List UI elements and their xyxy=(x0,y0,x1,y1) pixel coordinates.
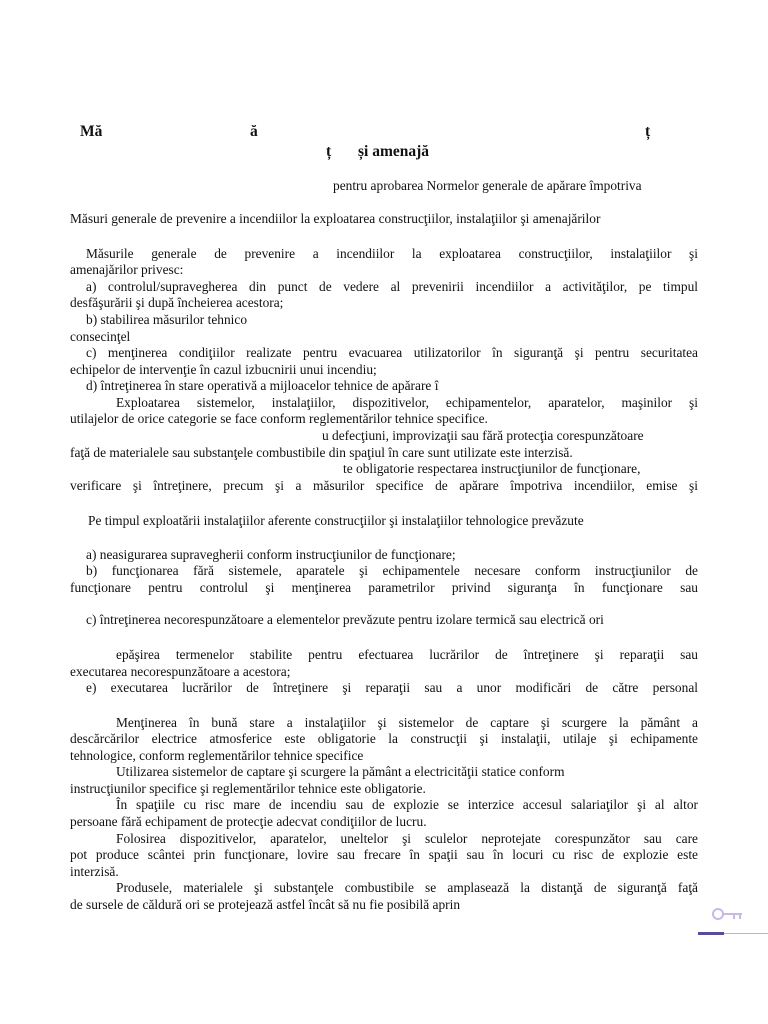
key-icon xyxy=(712,904,746,929)
body-line: de sursele de căldură ori se protejează astfel încât să nu fie posibilă aprin xyxy=(70,897,461,912)
body-line: utilajelor de orice categorie se face conform reglementărilor tehnice specifice. xyxy=(70,411,488,426)
body-line: În spaţiile cu risc mare de incendiu sau de explozie se interzice accesul salariaţilor şi al altor xyxy=(116,797,698,812)
body-line: e) executarea lucrărilor de întreţinere şi reparaţii sau a unor modificări de către personal xyxy=(86,680,698,695)
body-line: interzisă. xyxy=(70,864,119,879)
body-line: Menţinerea în bună stare a instalaţiilor şi sistemelor de captare şi scurgere la pământ a xyxy=(116,715,698,730)
body-line: Folosirea dispozitivelor, aparatelor, uneltelor şi sculelor neprotejate corespunzător sau care xyxy=(116,831,698,846)
title-fragment: Mă xyxy=(80,123,103,140)
body-line: echipelor de intervenţie în cazul izbucnirii unui incendiu; xyxy=(70,362,377,377)
body-line: u defecţiuni, improvizaţii sau fără protecţia corespunzătoare xyxy=(322,428,644,443)
body-line: te obligatorie respectarea instrucţiunilor de funcţionare, xyxy=(343,461,641,476)
body-line: instrucţiunilor specifice şi reglementărilor tehnice este obligatorie. xyxy=(70,781,426,796)
body-line: c) menţinerea condiţiilor realizate pentru evacuarea utilizatorilor în siguranţă şi pentru securitatea xyxy=(86,345,698,360)
title-fragment: ț xyxy=(645,123,651,140)
body-line: desfăşurării şi după încheierea acestora; xyxy=(70,295,284,310)
title-fragment: ă xyxy=(250,123,258,140)
body-line: epăşirea termenelor stabilite pentru efectuarea lucrărilor de întreţinere şi reparaţii sau xyxy=(116,647,698,662)
section-heading: Măsuri generale de prevenire a incendiilor la exploatarea construcţiilor, instalaţiilor şi amenajărilor xyxy=(70,211,601,226)
body-line: verificare şi întreţinere, precum şi a măsurilor specifice de apărare împotriva incendiilor, emise şi xyxy=(70,478,698,493)
body-line: c) întreţinerea necorespunzătoare a elementelor prevăzute pentru izolare termică sau electrică ori xyxy=(86,612,604,627)
body-line: Pe timpul exploatării instalaţiilor aferente construcţiilor şi instalaţiilor tehnologice prevăzute xyxy=(88,513,584,528)
body-line: Utilizarea sistemelor de captare şi scurgere la pământ a electricităţii statice conform xyxy=(116,764,565,779)
body-line: descărcărilor electrice atmosferice este obligatorie la construcţii şi instalaţii, utilaje şi echipamente xyxy=(70,731,698,746)
accent-bar xyxy=(698,932,724,935)
title-fragment: ț xyxy=(326,143,332,160)
body-line: d) întreţinerea în stare operativă a mijloacelor tehnice de apărare î xyxy=(86,378,439,393)
body-line: b) stabilirea măsurilor tehnico xyxy=(86,312,248,327)
divider xyxy=(724,933,768,934)
body-line: Produsele, materialele şi substanţele combustibile se amplasează la distanţă de siguranţă faţă xyxy=(116,880,698,895)
title-fragment: și amenajă xyxy=(358,143,430,160)
body-line: persoane fără echipament de protecţie adecvat condiţiilor de lucru. xyxy=(70,814,427,829)
body-line: tehnologice, conform reglementărilor tehnice specifice xyxy=(70,748,364,763)
subtitle: pentru aprobarea Normelor generale de apărare împotriva xyxy=(333,178,642,193)
body-line: b) funcţionarea fără sistemele, aparatele şi echipamentele necesare conform instrucţiunilor de xyxy=(86,563,698,578)
body-line: a) controlul/supravegherea din punct de vedere al prevenirii incendiilor a activităţilor, pe timpul xyxy=(86,279,698,294)
body-line: Exploatarea sistemelor, instalaţiilor, dispozitivelor, echipamentelor, aparatelor, maşinilor şi xyxy=(116,395,698,410)
body-line: amenajărilor privesc: xyxy=(70,262,184,277)
body-line: funcţionare pentru controlul şi menţinerea parametrilor privind siguranţa în funcţionare sau xyxy=(70,580,698,595)
body-line: Măsurile generale de prevenire a incendiilor la exploatarea construcţiilor, instalaţiilor şi xyxy=(86,246,698,261)
body-line: consecinţel xyxy=(70,329,131,344)
body-line: faţă de materialele sau substanţele combustibile din spaţiul în care sunt utilizate este interzisă. xyxy=(70,445,573,460)
body-line: executarea necorespunzătoare a acestora; xyxy=(70,664,291,679)
body-line: pot produce scântei prin funcţionare, lovire sau frecare în spaţii sau în locuri cu risc de explozie este xyxy=(70,847,698,862)
body-line: a) neasigurarea supravegherii conform instrucţiunilor de funcţionare; xyxy=(86,547,456,562)
